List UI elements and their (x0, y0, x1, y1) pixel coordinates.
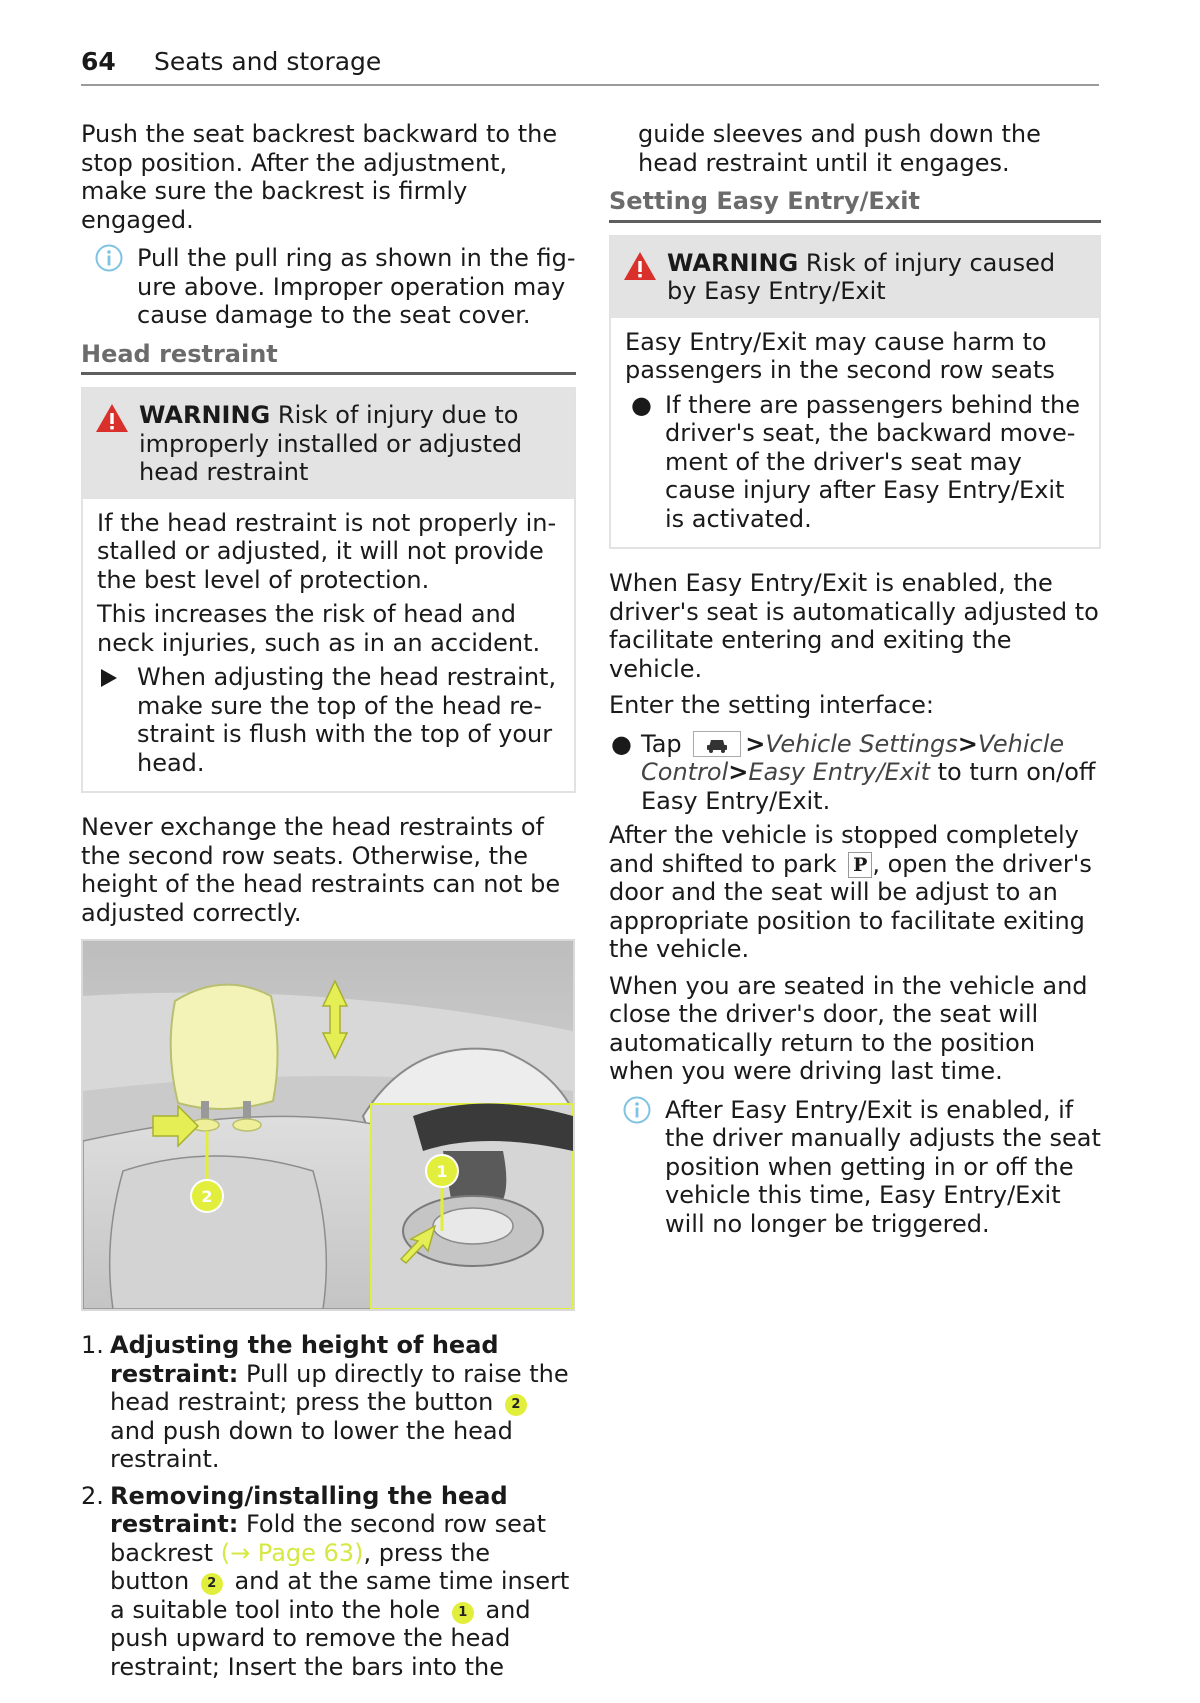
button-2-badge: 2 (505, 1394, 527, 1416)
section-heading: Head restraint (81, 340, 576, 376)
warning-body (611, 318, 1099, 548)
warning-paragraph: If the head restraint is not properly installed or adjusted, it will not provide the best level of protection. (97, 508, 557, 594)
intro-paragraph: Push the seat backrest backward to the stop position. After the adjustment, make sure the backrest is firmly engaged. (81, 120, 558, 234)
warning-triangle-icon (623, 251, 657, 288)
warning-title: Risk of injury due to improperly installed or adjusted head restraint (139, 401, 523, 486)
park-key-icon: P (848, 852, 872, 878)
warning-label: WARNING (667, 248, 799, 277)
car-settings-icon[interactable] (693, 731, 741, 757)
instruction-item (97, 663, 560, 777)
right-column (609, 120, 1101, 1248)
page-header (81, 44, 1099, 86)
warning-label: WARNING (139, 401, 271, 429)
tap-instruction (609, 730, 1101, 816)
warning-paragraph: Easy Entry/Exit may cause harm to passengers in the second row seats (625, 327, 1055, 384)
warning-paragraph: This increases the risk of head and neck injuries, such as in an accident. (97, 600, 541, 657)
head-restraint-figure (81, 939, 575, 1311)
step-item (81, 1482, 576, 1682)
continued-text: guide sleeves and push down the head restraint until it engages. (638, 120, 1041, 177)
note-text: Pull the pull ring as shown in the figure above. Improper operation may cause damage to the seat cover. (137, 244, 576, 329)
body-paragraph (609, 821, 1101, 964)
para-text: , open the driver's door and the seat will be adjust to an appropriate position to facilitate exiting the vehicle. (609, 849, 1092, 963)
warning-bullet-item (625, 391, 1085, 534)
warning-triangle-icon (95, 403, 129, 440)
bullet-dot-icon: ● (631, 390, 652, 419)
body-paragraph: Enter the setting interface: (609, 691, 935, 719)
step-title: Removing/installing the head restraint: (110, 1481, 508, 1538)
step-text: , press the button (110, 1538, 491, 1595)
warning-header (83, 389, 574, 499)
warning-title: Risk of injury caused by Easy Entry/Exit (667, 248, 1056, 305)
warning-box (81, 387, 576, 793)
info-icon (95, 244, 123, 272)
tap-word: Tap (641, 729, 682, 758)
section-heading: Setting Easy Entry/Exit (609, 187, 1101, 223)
button-2-badge: 2 (201, 1573, 223, 1595)
info-note (609, 1096, 1101, 1239)
step-number: 1. (81, 1331, 104, 1359)
hole-1-badge: 1 (452, 1602, 474, 1624)
chevron-right-icon: > (728, 758, 749, 786)
info-note (81, 244, 576, 330)
callout-1: 1 (436, 1162, 448, 1181)
para-text: After the vehicle is stopped completely and shifted to park (609, 821, 1079, 878)
bullet-dot-icon: ● (611, 729, 632, 758)
warning-box (609, 235, 1101, 550)
chevron-right-icon: > (745, 729, 766, 758)
step-text: and push upward to remove the head restraint; Insert the bars into the (110, 1595, 531, 1681)
head-restraint-illustration (83, 941, 573, 1309)
warning-header (611, 237, 1099, 318)
page-number: 64 (81, 47, 116, 76)
arrow-bullet-icon (99, 663, 119, 696)
menu-easy-entry-exit[interactable]: Easy Entry/Exit (748, 758, 930, 786)
left-column (81, 120, 576, 1689)
note-text: After Easy Entry/Exit is enabled, if the driver manually adjusts the seat position when getting in or off the vehicle this time, Easy Entry/Exit will no longer be triggered. (665, 1095, 1101, 1238)
step-item (81, 1331, 576, 1474)
info-icon (623, 1096, 651, 1124)
tap-tail: to turn on/off Easy Entry/Exit. (641, 758, 1096, 815)
page-63-link[interactable]: (→ Page 63) (220, 1538, 364, 1567)
step-text: Fold the second row seat backrest (110, 1510, 547, 1567)
step-text: and at the same time insert a suitable tool into the hole (110, 1567, 570, 1624)
body-paragraph: When you are seated in the vehicle and close the driver's door, the seat will automatically return to the position when you were driving last time. (609, 971, 1088, 1085)
step-title: Adjusting the height of head restraint: (110, 1331, 499, 1388)
menu-vehicle-settings[interactable]: Vehicle Settings (765, 729, 958, 758)
step-number: 2. (81, 1481, 104, 1510)
steps-list (81, 1331, 576, 1681)
chevron-right-icon: > (957, 729, 978, 758)
warning-body (83, 499, 574, 792)
body-paragraph: Never exchange the head restraints of the second row seats. Otherwise, the height of the head restraints can not be adjusted correctly. (81, 813, 561, 927)
step-text: and push down to lower the head restraint. (110, 1416, 513, 1473)
menu-vehicle-control[interactable]: Vehicle Control (641, 729, 1065, 786)
section-title: Seats and storage (154, 47, 382, 76)
step-text: Pull up directly to raise the head restraint; press the button (110, 1359, 569, 1416)
body-paragraph: When Easy Entry/Exit is enabled, the driver's seat is automatically adjusted to facilitate entering and exiting the vehicle. (609, 569, 1099, 683)
instruction-text: When adjusting the head restraint, make sure the top of the head restraint is flush with the top of your head. (137, 663, 557, 777)
bullet-text: If there are passengers behind the driver's seat, the backward movement of the driver's seat may cause injury after Easy Entry/Exit is activated. (665, 390, 1080, 533)
callout-2: 2 (201, 1187, 213, 1206)
